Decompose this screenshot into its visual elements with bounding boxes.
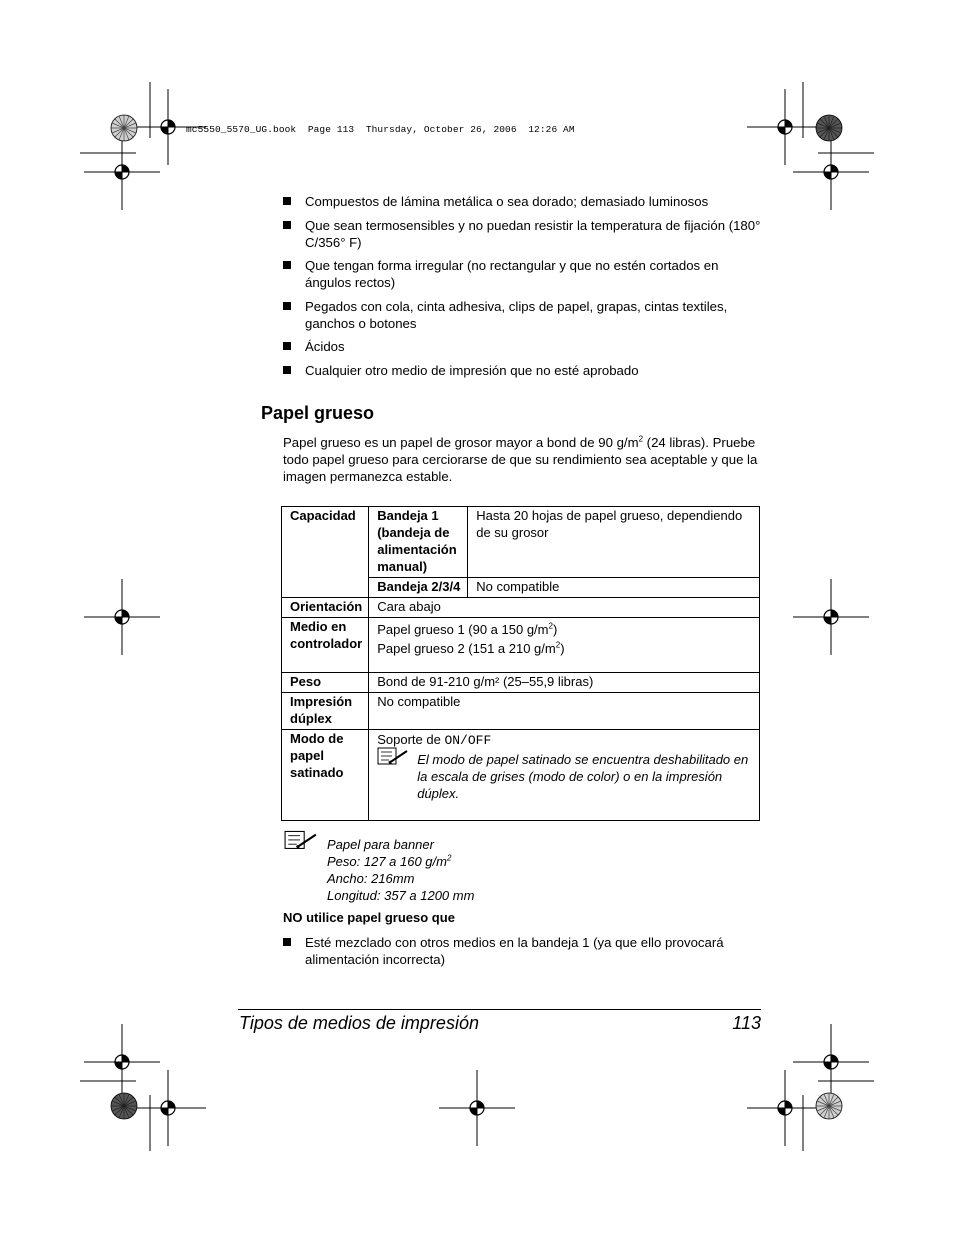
section-intro: Papel grueso es un papel de grosor mayor a bond de 90 $g/m^2$ (24 libras). Pruebe todo papel grueso para cerciorarse de que su rendimiento sea aceptable y que la imagen permanezca estable. [283, 434, 758, 484]
peso-value: Bond de 91-210 g/m² (25–55,9 libras) [369, 673, 760, 693]
duplex-label: Impresión dúplex [282, 693, 369, 730]
bandeja1-label: Bandeja 1 (bandeja de alimentación manual) [369, 507, 468, 578]
bullet-square-icon [283, 342, 291, 350]
list-item: Que tengan forma irregular (no rectangular y que no estén cortados en ángulos rectos) [283, 257, 763, 291]
note-pencil-icon [284, 830, 318, 852]
orientacion-value: Cara abajo [369, 598, 760, 618]
duplex-value: No compatible [369, 693, 760, 730]
capacidad-label: Capacidad [282, 507, 369, 598]
page-number: 113 [732, 1013, 761, 1033]
bandeja234-value: No compatible [468, 578, 760, 598]
list-item: Compuestos de lámina metálica o sea dorado; demasiado luminosos [283, 193, 763, 210]
bullet-square-icon [283, 197, 291, 205]
footer-title: Tipos de medios de impresión [239, 1013, 479, 1033]
bandeja234-label: Bandeja 2/3/4 [369, 578, 468, 598]
file-header: mc5550_5570_UG.book Page 113 Thursday, October 26, 2006 12:26 AM [186, 124, 575, 135]
peso-label: Peso [282, 673, 369, 693]
bullet-square-icon [283, 261, 291, 269]
list-item: Ácidos [283, 338, 763, 355]
note-pencil-icon [377, 747, 409, 767]
list-item: Que sean termosensibles y no puedan resistir la temperatura de fijación (180° C/356° F) [283, 217, 763, 251]
banner-note: Papel para banner Peso: 127 a 160 $g/m^2$ Ancho: 216mm Longitud: 357 a 1200 mm [327, 837, 475, 903]
bullet-square-icon [283, 938, 291, 946]
medio-value: Papel grueso 1 (90 a 150 $g/m^2$) Papel grueso 2 (151 a 210 $g/m^2$) [369, 618, 760, 673]
medio-label: Medio en controlador [282, 618, 369, 673]
orientacion-label: Orientación [282, 598, 369, 618]
satinado-label: Modo de papel satinado [282, 730, 369, 821]
bullet-square-icon [283, 366, 291, 374]
footer-rule [238, 1009, 761, 1010]
list-item: Cualquier otro medio de impresión que no esté aprobado [283, 362, 763, 379]
list-item: Pegados con cola, cinta adhesiva, clips de papel, grapas, cintas textiles, ganchos o botones [283, 298, 763, 332]
bullet-square-icon [283, 302, 291, 310]
section-title: Papel grueso [261, 403, 375, 423]
list-item: Esté mezclado con otros medios en la bandeja 1 (ya que ello provocará alimentación incorrecta) [283, 934, 763, 968]
no-utilice-heading: NO utilice papel grueso que [283, 910, 455, 925]
bullet-square-icon [283, 221, 291, 229]
spec-table [281, 506, 760, 821]
bandeja1-value: Hasta 20 hojas de papel grueso, dependiendo de su grosor [468, 507, 760, 578]
satinado-value: Soporte de ON/OFF El modo de papel satinado se encuentra deshabilitado en la escala de grises (modo de color) o en la impresión dúplex. [369, 730, 760, 821]
